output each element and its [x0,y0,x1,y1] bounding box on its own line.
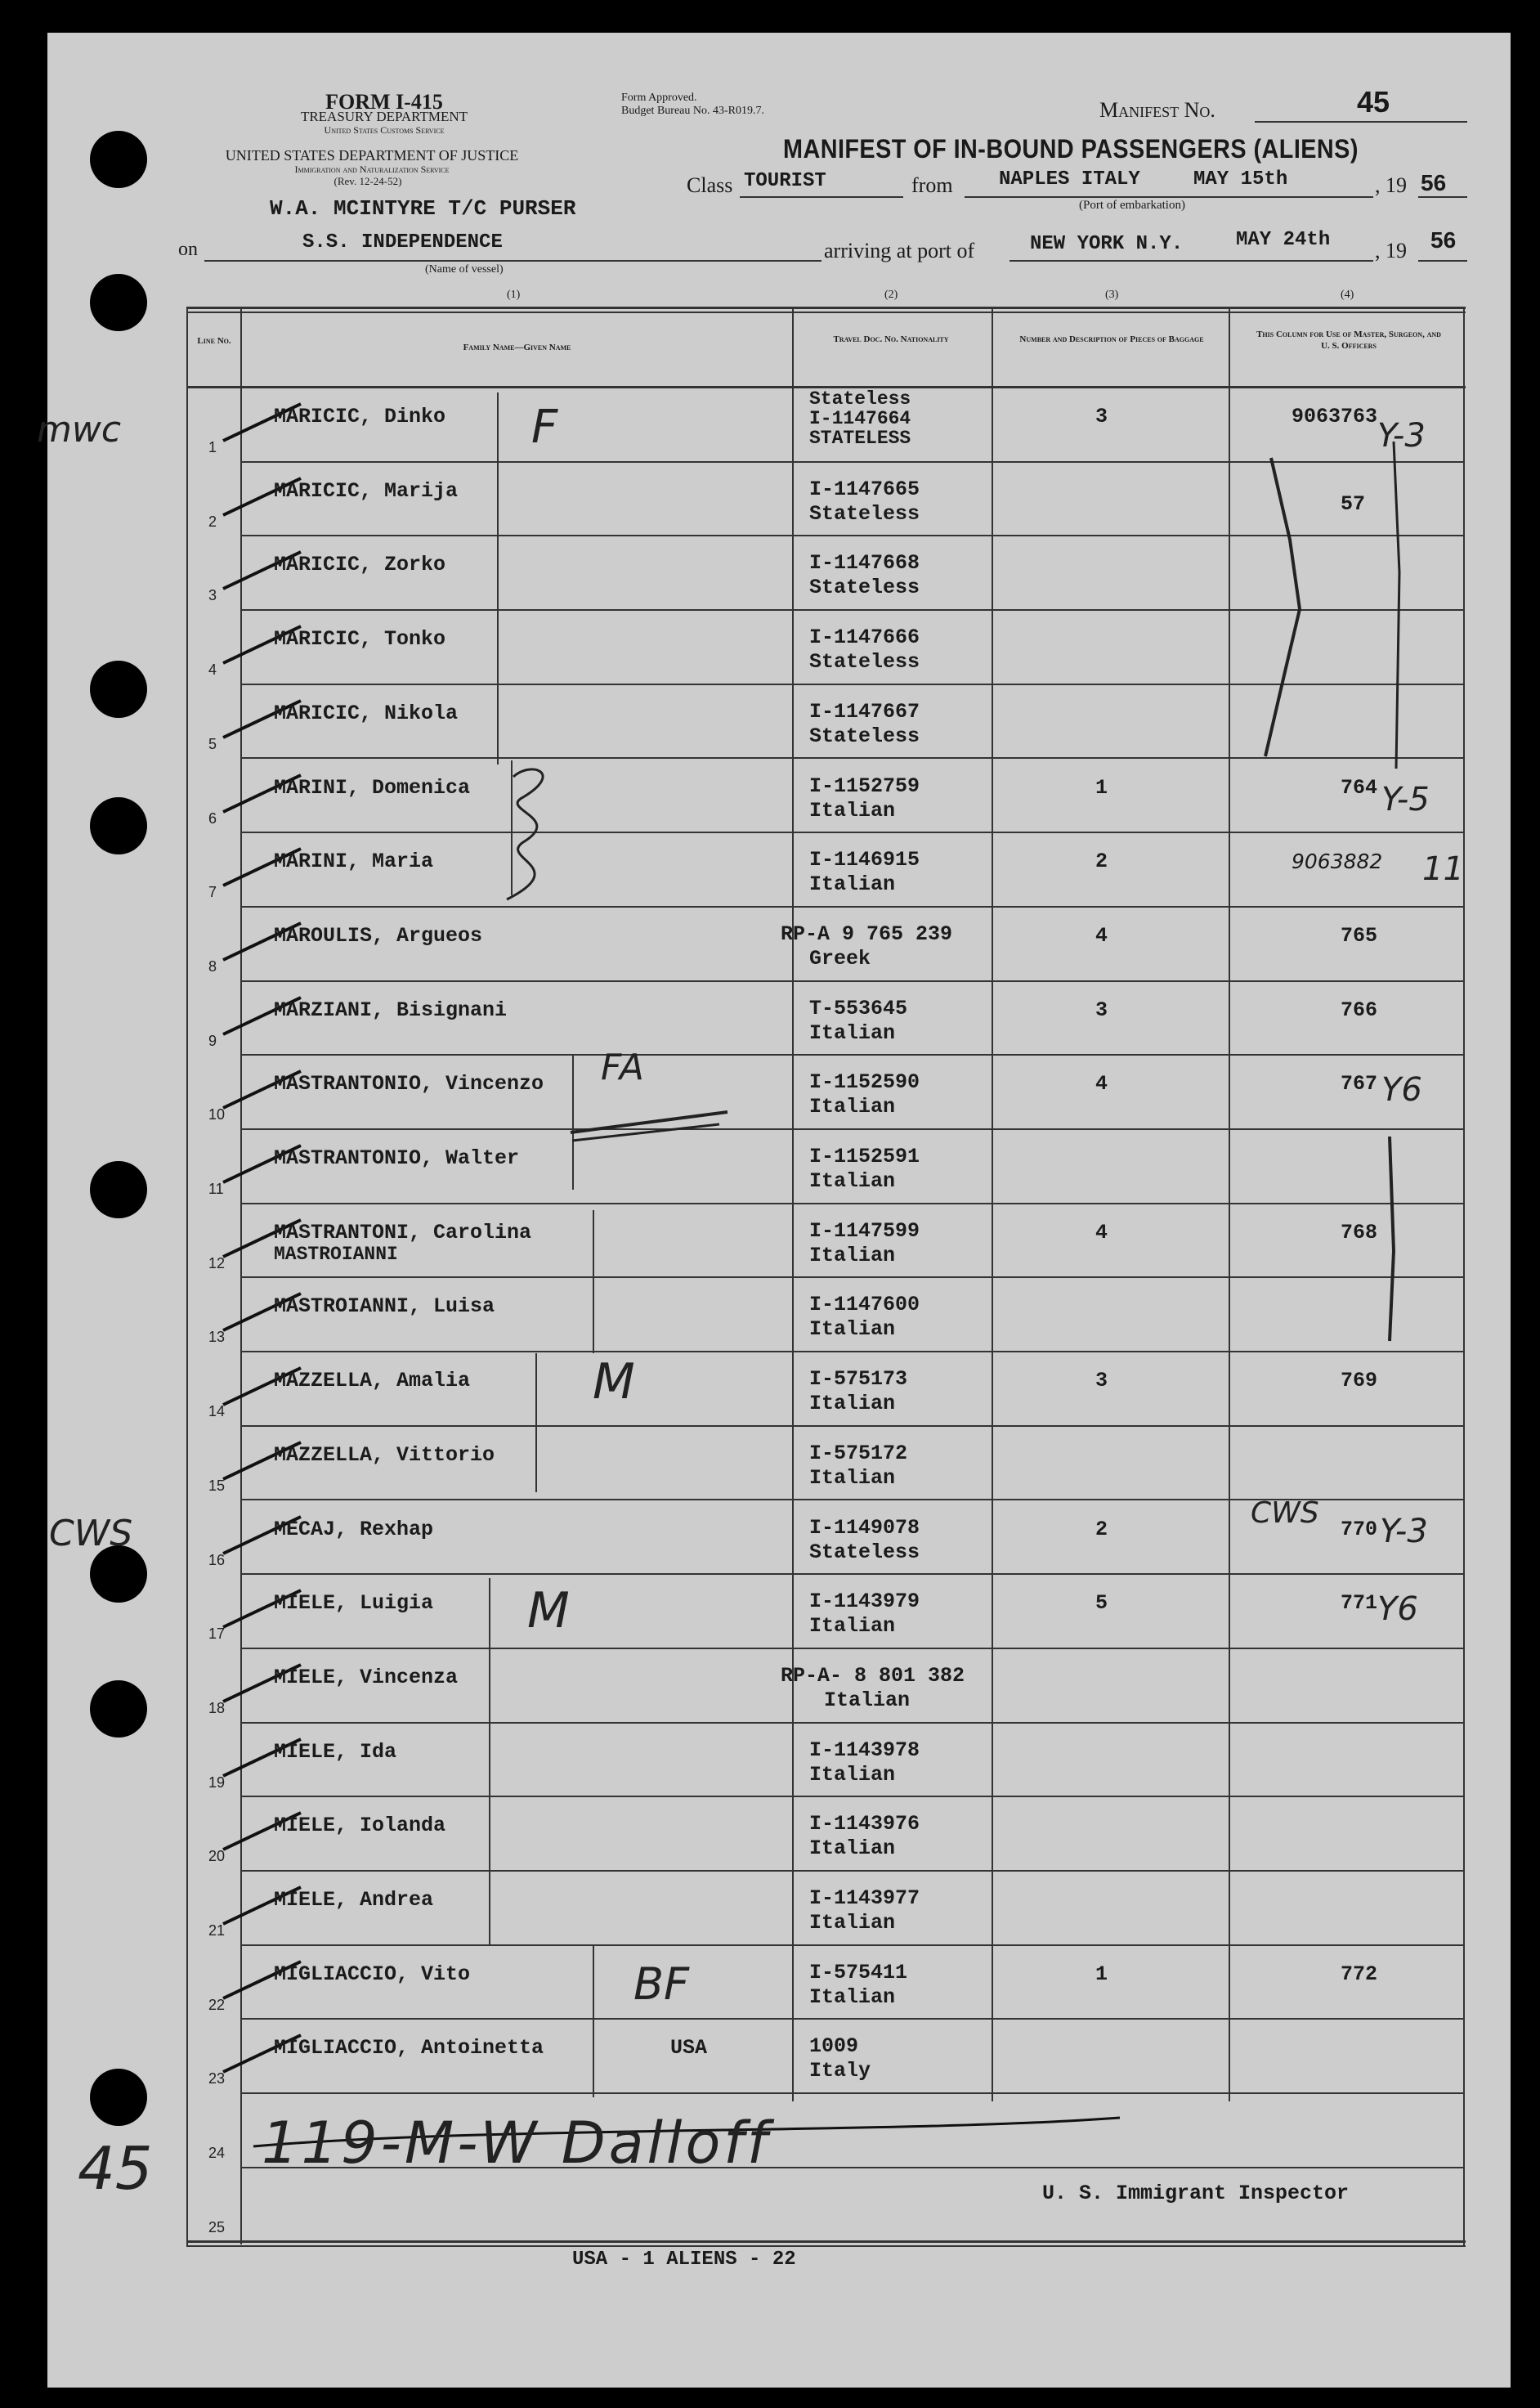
passenger-name: MARINI, Domenica [274,775,471,800]
travel-doc-number: I-1143977 [809,1886,920,1910]
travel-doc-number: I-1146915 [809,848,920,872]
passenger-name: MARICIC, Nikola [274,701,459,725]
officer-number: 765 [1341,923,1378,948]
col-num-2: (2) [884,289,898,301]
line-number: 21 [208,1922,226,1939]
officer-number: 772 [1341,1962,1378,1986]
table-row [0,833,1540,908]
form-approved: Form Approved. [621,92,697,104]
budget-bureau: Budget Bureau No. 43-R019.7. [621,105,764,117]
treasury-dept: TREASURY DEPARTMENT [300,109,468,124]
table-row [0,1575,1540,1649]
table-row [0,982,1540,1056]
travel-doc-number: I-1143978 [809,1738,920,1762]
travel-doc-number: I-1152591 [809,1145,920,1168]
line-number: 24 [208,2145,226,2162]
officer-number: 766 [1341,998,1378,1022]
baggage-count: 4 [1095,1072,1108,1096]
inspector-title: U. S. Immigrant Inspector [1042,2182,1350,2205]
inspector-signature: 119-M-W Dalloff [262,2110,771,2177]
vessel-caption: (Name of vessel) [425,263,504,276]
passenger-name: MASTRANTONIO, Walter [274,1146,520,1170]
line-number: 12 [208,1254,226,1271]
passenger-name: MAZZELLA, Amalia [274,1369,471,1393]
hw-Y3-2: Y-3 [1380,1513,1428,1550]
customs-service: United States Customs Service [324,124,445,136]
line-number: 18 [208,1699,226,1716]
travel-doc-number: I-1147664 [809,408,911,429]
nationality: Italian [809,1169,896,1193]
margin-note-cws: CWS [49,1513,133,1554]
line-number: 3 [208,587,217,604]
table-row [0,2020,1540,2094]
passenger-name: MIELE, Iolanda [274,1814,446,1838]
table-row [0,611,1540,685]
purser: W.A. MCINTYRE T/C PURSER [270,196,576,221]
class-label: Class [687,173,733,197]
travel-doc-number: I-1149078 [809,1515,920,1540]
line-number: 16 [208,1551,226,1568]
line-number: 23 [208,2070,226,2087]
travel-doc-number: I-1147668 [809,551,920,576]
passenger-name: MASTROIANNI, Luisa [274,1294,495,1319]
travel-doc-number: I-575173 [809,1367,908,1392]
nationality: Stateless [809,724,920,748]
col-num-1: (1) [507,289,521,301]
hw-M-2: M [527,1582,570,1639]
col-num-4: (4) [1341,289,1354,301]
table-row [0,1427,1540,1501]
line-number: 5 [208,735,217,752]
baggage-count: 5 [1095,1591,1108,1616]
line-number: 13 [208,1329,226,1346]
passenger-name: MARINI, Maria [274,850,434,874]
line-number: 10 [208,1106,226,1123]
nationality: Italian [809,1836,896,1861]
travel-doc-number: I-575172 [809,1441,908,1465]
travel-doc-number: I-1147666 [809,626,920,650]
baggage-count: 2 [1095,850,1108,874]
table-row [0,1872,1540,1946]
officer-number: 771 [1341,1591,1378,1616]
usa-note: USA [670,2036,708,2060]
line-number: 8 [208,957,217,975]
margin-note-45: 45 [78,2134,153,2203]
table-row [0,536,1540,611]
table-row [0,388,1540,463]
hw-F: F [531,401,558,454]
from-label: from [911,173,953,197]
hw-officer-cws: CWS [1251,1496,1319,1530]
vessel-name: S.S. INDEPENDENCE [302,231,503,253]
line-number: 25 [208,2218,226,2235]
baggage-count: 2 [1095,1517,1108,1541]
baggage-count: 4 [1095,1220,1108,1244]
from-date: MAY 15th [1193,168,1288,191]
col-head-officers: This Column for Use of Master, Surgeon, and U. S. Officers [1256,330,1441,351]
nationality: Italian [809,1911,896,1935]
hw-Y5: Y-5 [1381,781,1430,818]
arrival-year: 56 [1430,227,1457,253]
nationality: Italian [809,1392,896,1416]
on-label: on [178,239,198,260]
arrival-year-prefix: , 19 [1375,239,1407,262]
passenger-name: MIELE, Vincenza [274,1665,459,1689]
nationality: Italian [809,872,896,897]
travel-doc-number: I-1143979 [809,1590,920,1614]
hw-FA: FA [601,1047,644,1088]
hw-M-1: M [593,1353,635,1410]
officer-number: 9063763 [1292,405,1378,428]
line-number: 6 [208,809,217,827]
hw-Y6-2: Y6 [1377,1590,1418,1628]
passenger-name: MARZIANI, Bisignani [274,998,508,1022]
margin-note-mwc: mwc [37,409,122,451]
officer-number: 57 [1341,491,1366,516]
passenger-name: MARICIC, Marija [274,478,459,503]
port-caption: (Port of embarkation) [1079,199,1185,212]
baggage-count: 3 [1095,1369,1108,1393]
table-row [0,1946,1540,2020]
officer-number: 769 [1341,1369,1378,1393]
justice-dept: UNITED STATES DEPARTMENT OF JUSTICE [225,147,519,164]
passenger-name: MAZZELLA, Vittorio [274,1442,495,1467]
table-row [0,2168,1540,2243]
table-row [0,1130,1540,1204]
form-number: FORM I-415 [325,90,443,114]
passenger-name: MARICIC, Dinko [274,405,446,428]
passenger-name: MARICIC, Tonko [274,627,446,652]
col-num-3: (3) [1105,289,1119,301]
revision: (Rev. 12-24-52) [334,175,402,187]
line-number: 4 [208,661,217,679]
nationality: Greek [809,946,871,971]
baggage-count: 3 [1095,405,1108,428]
line-number: 11 [208,1181,224,1197]
passenger-name: MAROULIS, Argueos [274,923,483,948]
passenger-name: MIGLIACCIO, Antoinetta [274,2036,544,2060]
travel-doc-number: I-1147599 [809,1218,920,1243]
from-year: 56 [1421,170,1447,195]
arrival-date: MAY 24th [1236,229,1331,251]
officer-number: 768 [1341,1220,1378,1244]
nationality: Italian [809,1020,896,1045]
nationality: Stateless [809,650,920,675]
nationality: Italian [809,1095,896,1119]
line-number: 1 [208,439,217,455]
nationality: Italian [809,1614,896,1639]
table-row [0,908,1540,982]
punch-hole [90,274,147,331]
nationality: STATELESS [809,428,911,449]
baggage-count: 4 [1095,923,1108,948]
line-number: 19 [208,1773,226,1791]
totals: USA - 1 ALIENS - 22 [572,2249,796,2271]
passenger-name: MIGLIACCIO, Vito [274,1962,471,1986]
class-value: TOURIST [744,170,826,192]
travel-doc-number: I-1147665 [809,477,920,501]
baggage-count: 1 [1095,775,1108,800]
officer-number: 770 [1341,1517,1378,1541]
line-number: 20 [208,1848,226,1865]
col-head-name: Family Name—Given Name [463,343,571,352]
passenger-name: MECAJ, Rexhap [274,1517,434,1541]
baggage-count: 3 [1095,998,1108,1022]
arriving-label: arriving at port of [824,239,975,262]
arrival-port: NEW YORK N.Y. [1030,233,1184,255]
manifest-no-label: Manifest No. [1099,98,1215,122]
officer-number: 767 [1341,1072,1378,1096]
travel-doc-number: RP-A- 8 801 382 [781,1663,965,1688]
line-number: 9 [208,1032,217,1049]
travel-doc-number: 1009 [809,2034,859,2059]
table-row [0,685,1540,760]
travel-doc-line1: Stateless [809,388,911,410]
nationality: Stateless [809,1540,920,1564]
travel-doc-number: I-1147600 [809,1293,920,1317]
punch-hole [90,131,147,188]
travel-doc-number: I-1152590 [809,1070,920,1095]
nationality: Italian [809,1762,896,1787]
passenger-name-alt: MASTROIANNI [274,1243,398,1265]
col-head-doc: Travel Doc. No. Nationality [833,334,949,344]
baggage-count: 1 [1095,1962,1108,1986]
passenger-name: MIELE, Luigia [274,1591,434,1616]
line-number: 2 [208,513,217,530]
nationality: Stateless [809,501,920,526]
passenger-name: MARICIC, Zorko [274,553,446,577]
table-row [0,1352,1540,1427]
nationality: Italian [809,1243,896,1267]
line-number: 15 [208,1477,226,1494]
line-number: 17 [208,1626,226,1643]
nationality: Italian [824,1688,911,1712]
table-row [0,1278,1540,1352]
travel-doc-number: I-1143976 [809,1812,920,1836]
hw-11: 11 [1422,850,1464,888]
table-row [0,463,1540,537]
manifest-number: 45 [1357,85,1390,119]
travel-doc-number: T-553645 [809,996,908,1020]
manifest-title: MANIFEST OF IN-BOUND PASSENGERS (ALIENS) [783,134,1359,164]
table-row [0,1649,1540,1724]
hw-Y6-1: Y6 [1381,1071,1422,1109]
passenger-name: MIELE, Ida [274,1739,397,1764]
table-row [0,1797,1540,1872]
year-prefix: , 19 [1375,173,1407,197]
line-number: 14 [208,1403,226,1420]
from-port: NAPLES ITALY [999,168,1140,191]
hw-Y3-1: Y-3 [1377,417,1426,455]
travel-doc-number: RP-A 9 765 239 [781,921,953,946]
travel-doc-number: I-575411 [809,1960,908,1984]
table-row [0,1204,1540,1279]
nationality: Italy [809,2059,871,2083]
table-row [0,1724,1540,1798]
line-number: 22 [208,1996,226,2013]
table-row [0,1056,1540,1130]
line-number: 7 [208,884,217,901]
travel-doc-number: I-1152759 [809,774,920,798]
col-head-line: Line No. [197,336,231,346]
table-row [0,760,1540,834]
nationality: Italian [809,1984,896,2009]
passenger-name: MASTRANTONI, Carolina [274,1220,532,1244]
nationality: Italian [809,1465,896,1490]
nationality: Italian [809,1317,896,1342]
passenger-name: MIELE, Andrea [274,1888,434,1912]
ins-service: Immigration and Naturalization Service [294,164,450,175]
travel-doc-number: I-1147667 [809,699,920,724]
officer-number: 764 [1341,775,1378,800]
hw-BF: BF [633,1958,690,2010]
nationality: Italian [809,798,896,823]
officer-number: 9063882 [1292,850,1383,874]
passenger-name: MASTRANTONIO, Vincenzo [274,1072,544,1096]
col-head-baggage: Number and Description of Pieces of Baggage [1019,334,1204,344]
nationality: Stateless [809,576,920,600]
